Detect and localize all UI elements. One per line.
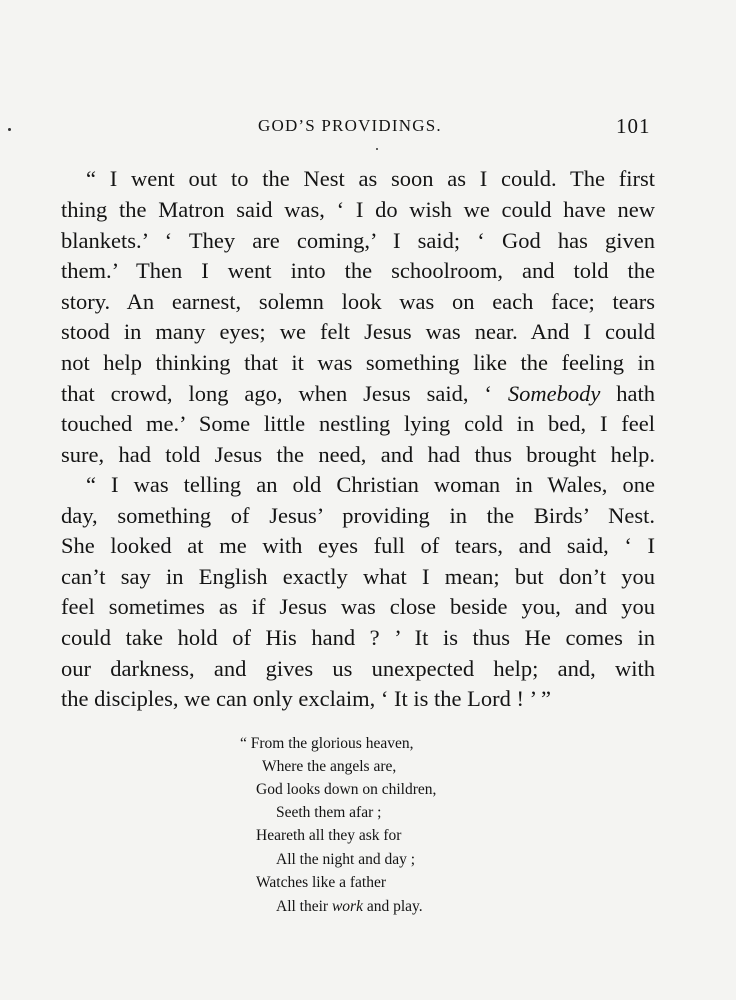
verse-line: All their work and play. [276,898,423,915]
paragraph-2-line: “ I was telling an old Christian woman in Wales, one [86,472,655,497]
paragraph-1-line: thing the Matron said was, ‘ I do wish we could have new [61,197,655,222]
paragraph-1-line: blankets.’ ‘ They are coming,’ I said; ‘ God has given [61,228,655,253]
page-number: 101 [616,114,651,138]
print-speck [8,128,11,131]
paragraph-1-line: touched me.’ Some little nestling lying cold in bed, I feel [61,411,655,436]
paragraph-1-line: “ I went out to the Nest as soon as I could. The first [86,166,655,191]
paragraph-1-line: stood in many eyes; we felt Jesus was near. And I could [61,319,655,344]
paragraph-2-line: day, something of Jesus’ providing in the Birds’ Nest. [61,503,655,528]
emphasis: Somebody [507,381,601,406]
verse-line: All the night and day ; [276,851,416,868]
paragraph-2-line: the disciples, we can only exclaim, ‘ It is the Lord ! ’ ” [61,686,552,711]
paragraph-2-line: could take hold of His hand ? ’ It is thus He comes in [61,625,655,650]
running-head [0,116,736,140]
paragraph-2-line: She looked at me with eyes full of tears, and said, ‘ I [61,533,655,558]
paragraph-2-line: our darkness, and gives us unexpected help; and, with [61,656,655,681]
verse-line: Heareth all they ask for [256,827,402,844]
paragraph-1-line: them.’ Then I went into the schoolroom, and told the [61,258,655,283]
print-speck [376,148,378,150]
paragraph-1-line: story. An earnest, solemn look was on each face; tears [61,289,655,314]
verse-line: Seeth them afar ; [276,804,382,821]
verse-line: God looks down on children, [256,781,437,798]
verse-line: Watches like a father [256,874,387,891]
running-head-title: GOD’S PROVIDINGS. [258,116,442,135]
paragraph-1-line: not help thinking that it was something like the feeling in [61,350,655,375]
emphasis: work [331,898,363,915]
verse-line: “ From the glorious heaven, [240,735,414,752]
verse-line: Where the angels are, [262,758,397,775]
paragraph-1-line: that crowd, long ago, when Jesus said, ‘ Somebody hath [61,381,655,406]
paragraph-2-line: can’t say in English exactly what I mean; but don’t you [61,564,655,589]
paragraph-2-line: feel sometimes as if Jesus was close beside you, and you [61,594,655,619]
paragraph-1-line: sure, had told Jesus the need, and had thus brought help. [61,442,655,467]
